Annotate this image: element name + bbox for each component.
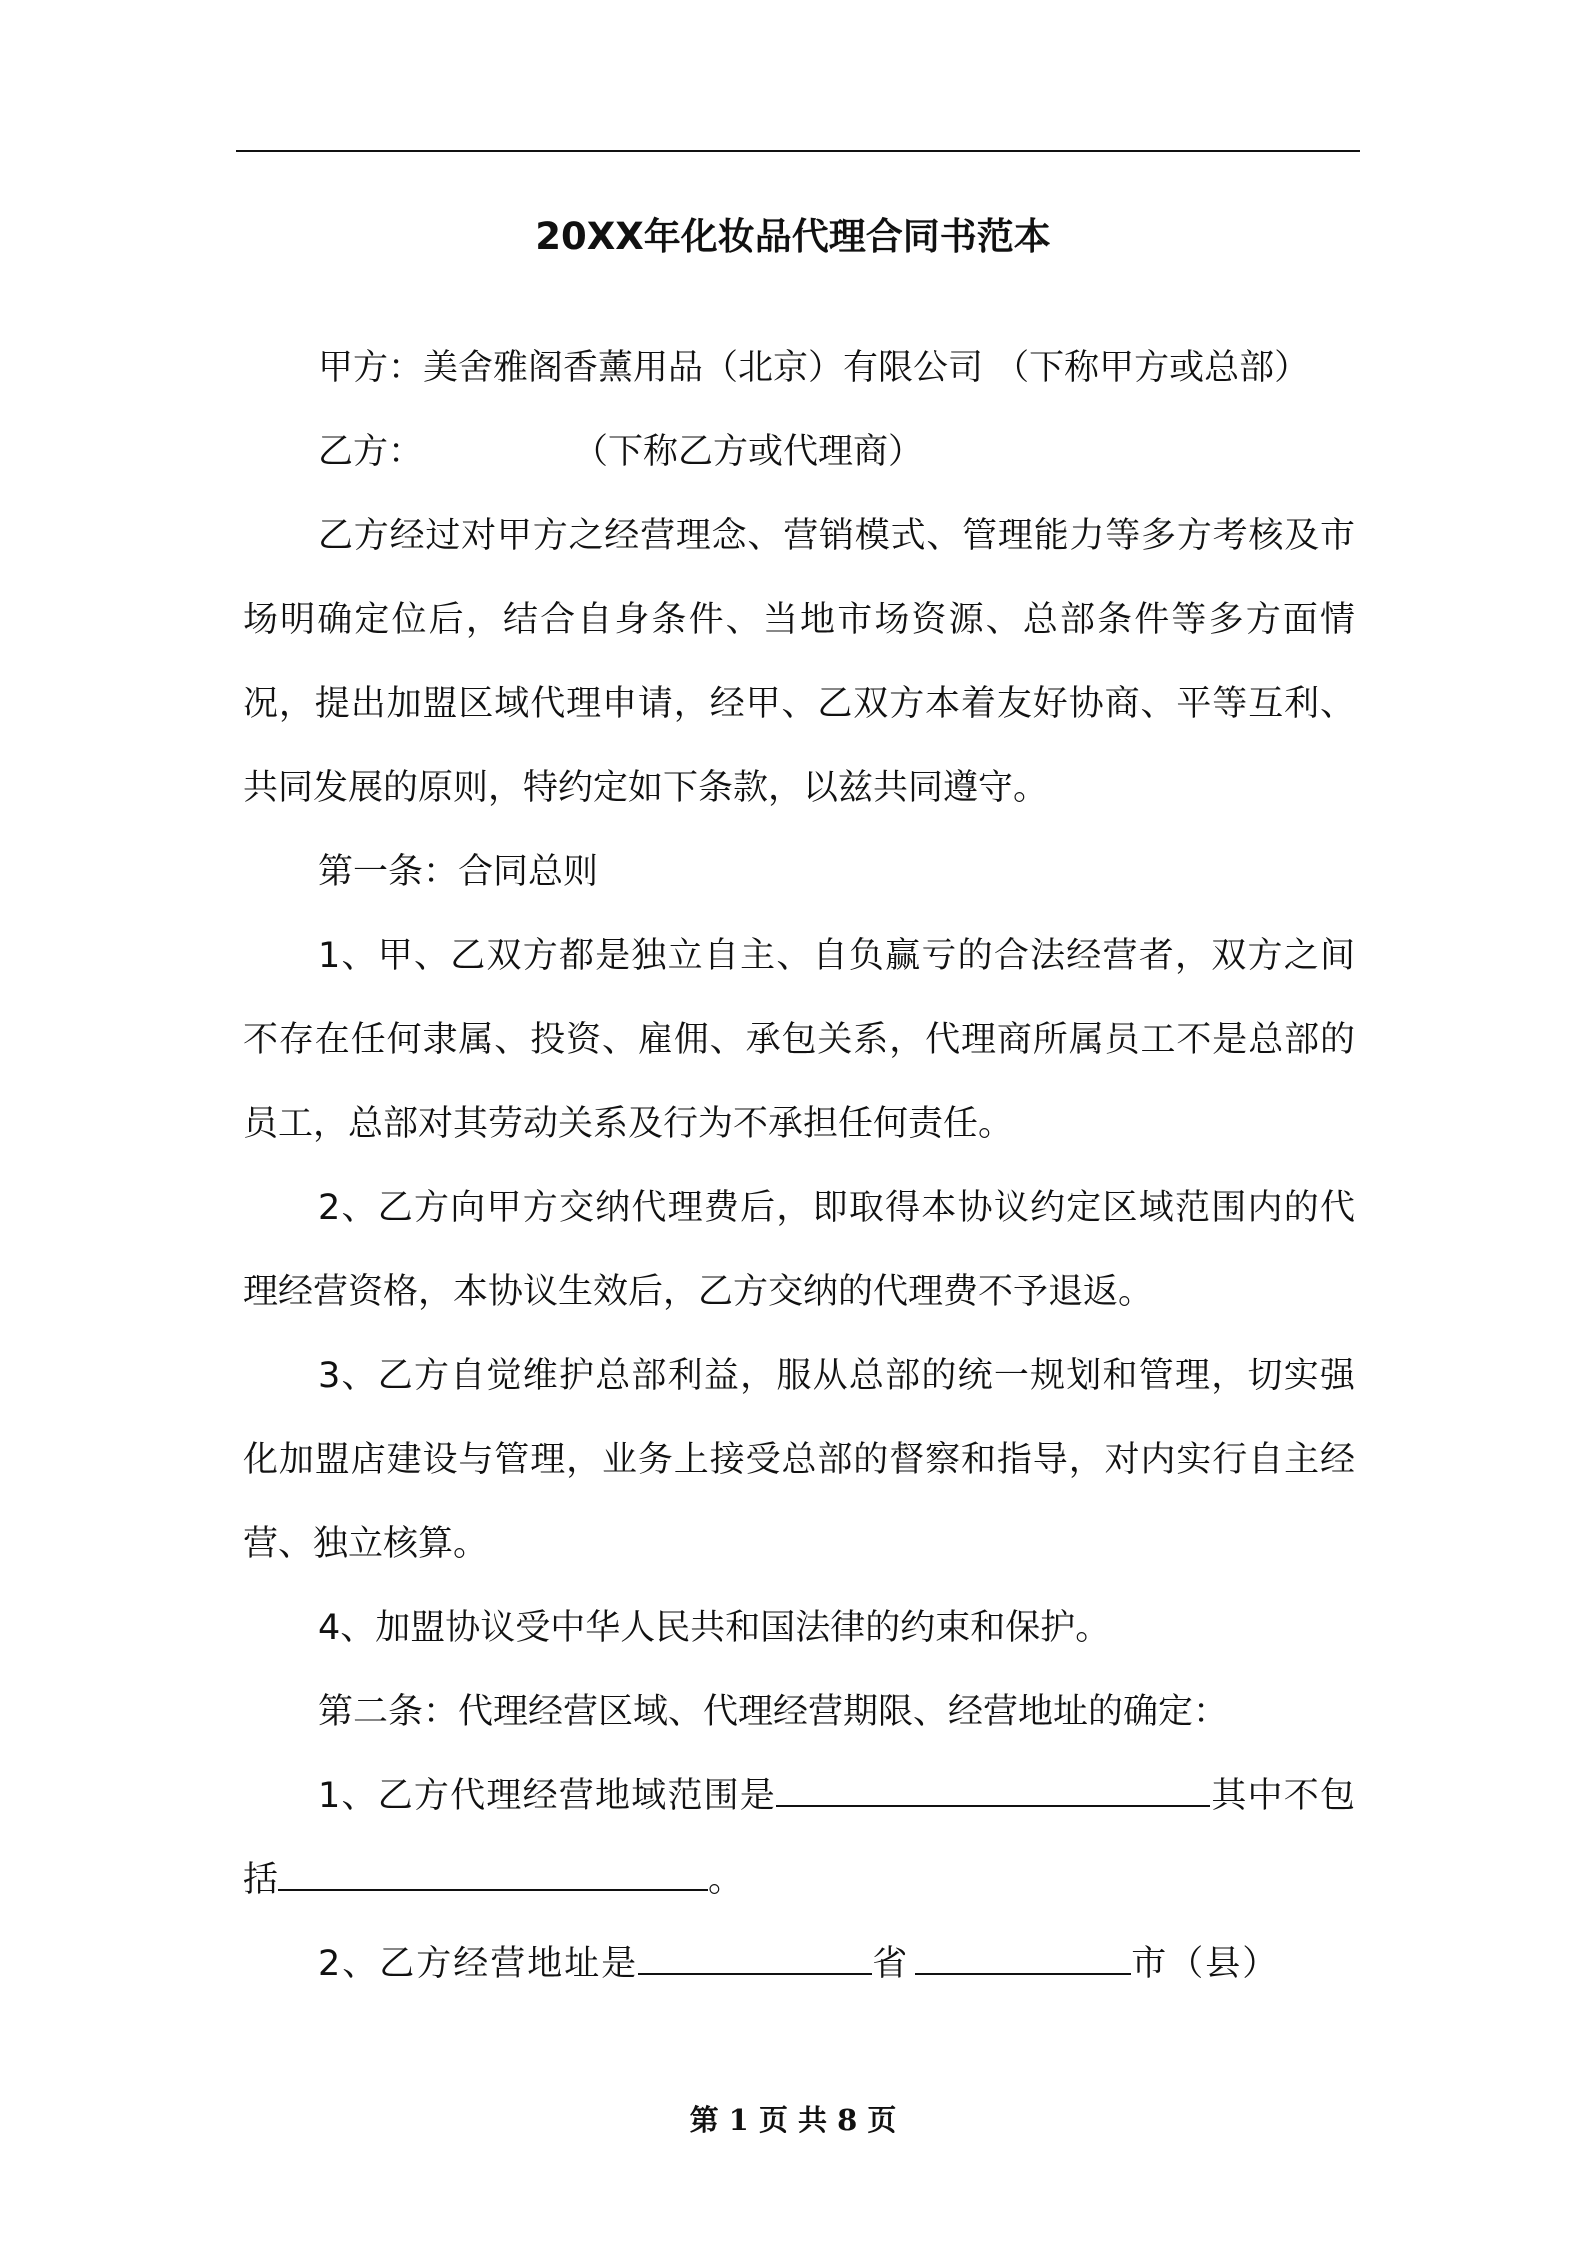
article-1-item-2: 2、乙方向甲方交纳代理费后，即取得本协议约定区域范围内的代理经营资格，本协议生效后，乙方交纳的代理费不予退返。 <box>243 1188 1355 1312</box>
party-b-line <box>243 410 1355 494</box>
article-2-heading: 第二条：代理经营区域、代理经营期限、经营地址的确定： <box>318 1692 1229 1732</box>
header-rule <box>236 150 1360 152</box>
article-1-heading: 第一条：合同总则 <box>318 852 599 892</box>
region-blank <box>776 1775 1210 1807</box>
article-2-item-1-end: 。 <box>708 1860 744 1900</box>
article-2-item-2-prefix: 2、乙方经营地址是 <box>318 1944 639 1984</box>
party-a-line: 甲方：美舍雅阁香薰用品（北京）有限公司 （下称甲方或总部） <box>318 348 1310 388</box>
province-blank <box>638 1943 872 1975</box>
exclusion-blank <box>278 1859 708 1891</box>
page-number: 第 1 页 共 8 页 <box>689 2103 897 2137</box>
province-label: 省 <box>872 1944 910 1984</box>
article-1-item-3: 3、乙方自觉维护总部利益，服从总部的统一规划和管理，切实强化加盟店建设与管理，业务上接受总部的督察和指导，对内实行自主经营、独立核算。 <box>243 1356 1355 1564</box>
city-label: 市（县） <box>1131 1944 1280 1984</box>
article-2-item-2 <box>243 1922 1355 2006</box>
article-2-item-1-prefix: 1、乙方代理经营地域范围是 <box>318 1776 777 1816</box>
article-1-item-1: 1、甲、乙双方都是独立自主、自负赢亏的合法经营者，双方之间不存在任何隶属、投资、雇佣、承包关系，代理商所属员工不是总部的员工，总部对其劳动关系及行为不承担任何责任。 <box>243 936 1355 1144</box>
document-title: 20XX年化妆品代理合同书范本 <box>535 215 1051 258</box>
city-blank <box>915 1943 1131 1975</box>
document-body <box>243 326 1355 2006</box>
party-b-label: 乙方： <box>318 432 424 472</box>
article-2-item-1 <box>243 1754 1355 1922</box>
article-1-item-4: 4、加盟协议受中华人民共和国法律的约束和保护。 <box>318 1608 1111 1648</box>
party-b-note: （下称乙方或代理商） <box>573 432 924 472</box>
intro-paragraph: 乙方经过对甲方之经营理念、营销模式、管理能力等多方考核及市场明确定位后，结合自身条件、当地市场资源、总部条件等多方面情况，提出加盟区域代理申请，经甲、乙双方本着友好协商、平等互利、共同发展的原则，特约定如下条款，以兹共同遵守。 <box>243 516 1355 808</box>
article-2-item-1-mid: 其中不包括 <box>243 1776 1355 1900</box>
